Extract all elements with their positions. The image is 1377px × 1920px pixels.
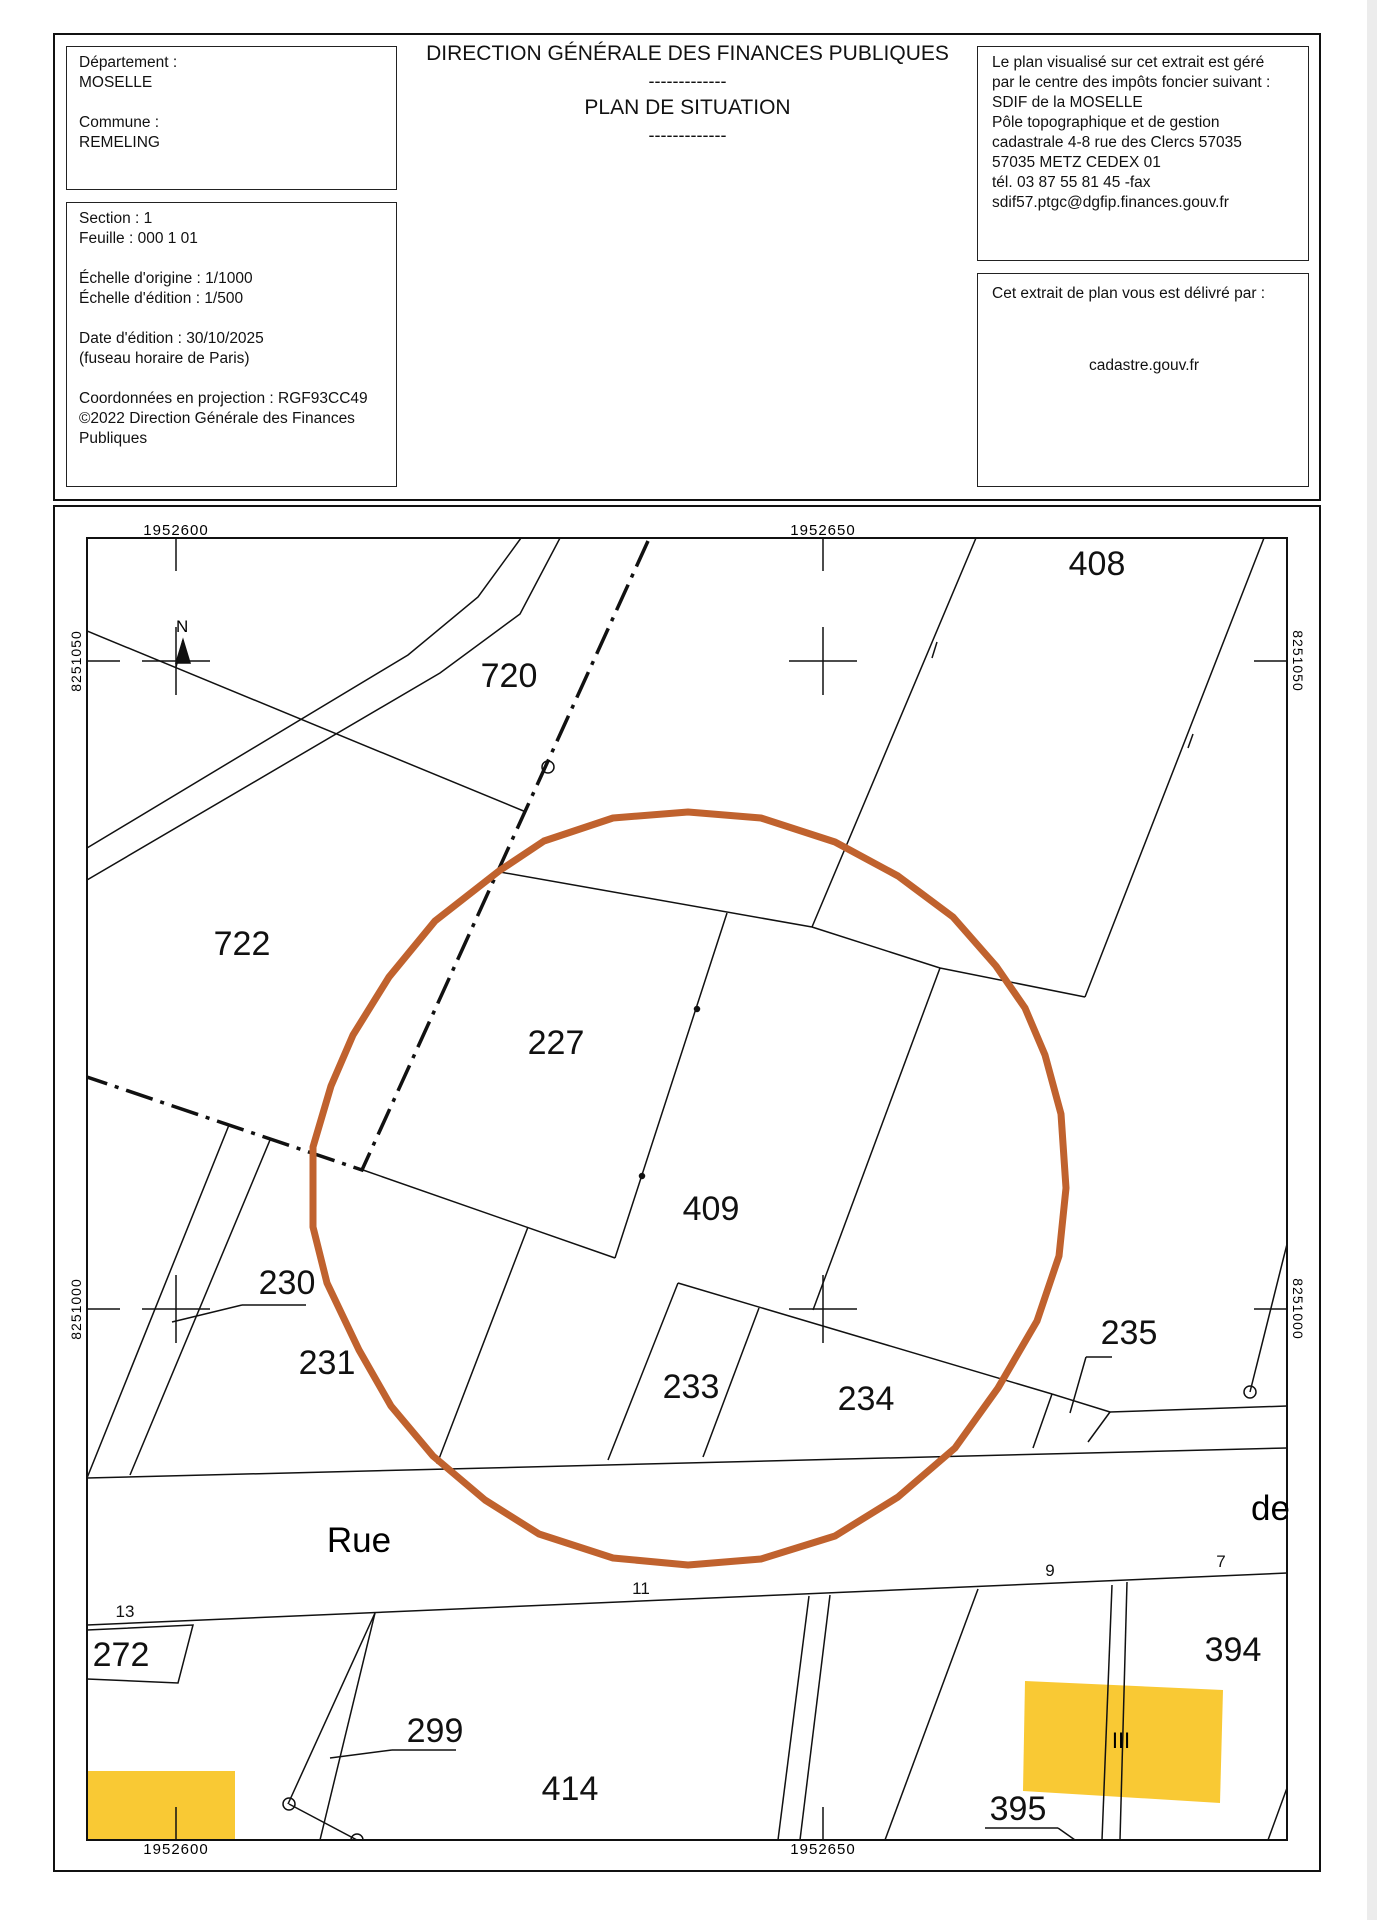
map-inner-frame: [87, 538, 1287, 1840]
parcel-414[interactable]: 414: [541, 1770, 599, 1808]
commune-label: Commune :: [79, 114, 160, 131]
coord-y-right-top: 8251050: [1290, 630, 1306, 692]
coord-x-bottom-left: 1952600: [143, 1841, 209, 1858]
parcel-line: [320, 1613, 375, 1840]
parcel-233[interactable]: 233: [662, 1368, 720, 1406]
parcel-line: [289, 1804, 357, 1840]
parcel-line: [1250, 1244, 1287, 1392]
parcel-line: [1070, 1357, 1086, 1413]
parcel-line: [1110, 1406, 1287, 1412]
parcel-394[interactable]: 394: [1204, 1631, 1262, 1669]
parcel-408[interactable]: 408: [1068, 545, 1126, 583]
tax-center-line-7: tél. 03 87 55 81 45 -fax: [992, 174, 1151, 191]
parcel-line: [87, 1125, 229, 1478]
tax-center-line-4: Pôle topographique et de gestion: [992, 114, 1220, 131]
commune-value: REMELING: [79, 134, 160, 151]
coord-x-top-right: 1952650: [790, 522, 856, 539]
label-leader: [172, 1305, 242, 1322]
road-edge-north: [87, 1448, 1287, 1478]
coord-x-top-left: 1952600: [143, 522, 209, 539]
parcel-line: [1052, 1394, 1110, 1412]
parcel-line: [288, 1613, 375, 1804]
grid-cross: [142, 1275, 210, 1343]
label-leader: [330, 1750, 392, 1758]
issuer-label: Cet extrait de plan vous est délivré par :: [992, 285, 1266, 302]
tick-mark: [1188, 734, 1193, 748]
parcel-272[interactable]: 272: [92, 1636, 150, 1674]
label-leader: [1058, 1828, 1075, 1840]
parcel-line: [500, 872, 812, 927]
north-arrow-icon: [176, 640, 190, 667]
copyright-text-2: Publiques: [79, 430, 148, 447]
parcel-722[interactable]: 722: [213, 925, 271, 963]
tax-center-line-2: par le centre des impôts foncier suivant :: [992, 74, 1271, 91]
coord-y-right-bottom: 8251000: [1290, 1278, 1306, 1340]
house-number-11: 11: [632, 1579, 650, 1598]
coord-y-left-bottom: 8251000: [68, 1278, 84, 1340]
parcel-line: [363, 1170, 615, 1258]
parcel-line: [813, 968, 940, 1310]
house-number-7: 7: [1216, 1552, 1226, 1571]
parcel-line: [812, 927, 940, 968]
feuille-text: Feuille : 000 1 01: [79, 230, 198, 247]
parcel-line: [812, 538, 976, 927]
parcel-231[interactable]: 231: [298, 1344, 356, 1382]
street-name-word-2: de: [1251, 1489, 1290, 1528]
tax-center-email[interactable]: sdif57.ptgc@dgfip.finances.gouv.fr: [992, 194, 1229, 211]
parcel-line: [1268, 1788, 1287, 1840]
road-edge-south: [87, 1573, 1287, 1625]
house-number-9: 9: [1045, 1561, 1055, 1580]
scale-origin-text: Échelle d'origine : 1/1000: [79, 270, 253, 287]
building-left: [87, 1771, 235, 1841]
path-line-upper: [87, 538, 521, 848]
survey-point: [640, 1174, 645, 1179]
parcel-299[interactable]: 299: [406, 1712, 464, 1750]
street-name-word-1: Rue: [326, 1521, 392, 1560]
commune-boundary: [87, 541, 648, 1170]
scale-edition-text: Échelle d'édition : 1/500: [79, 290, 244, 307]
department-value: MOSELLE: [79, 74, 153, 91]
coord-y-left-top: 8251050: [68, 630, 84, 692]
title-separator-1: -------------: [648, 71, 727, 91]
grid-cross: [789, 627, 857, 695]
house-number-13: 13: [115, 1602, 135, 1621]
building-mark: III: [1111, 1728, 1131, 1753]
parcel-227[interactable]: 227: [527, 1024, 585, 1062]
title-separator-2: -------------: [648, 125, 727, 145]
page-title: DIRECTION GÉNÉRALE DES FINANCES PUBLIQUES: [426, 42, 949, 65]
location-circle: [313, 812, 1066, 1565]
page-subtitle: PLAN DE SITUATION: [584, 96, 791, 119]
path-line-lower: [87, 538, 560, 880]
parcel-395[interactable]: 395: [989, 1790, 1047, 1828]
survey-point: [695, 1007, 700, 1012]
parcel-line: [678, 1283, 1052, 1394]
tax-center-line-1: Le plan visualisé sur cet extrait est géré: [992, 54, 1265, 71]
parcel-720[interactable]: 720: [480, 657, 538, 695]
department-label: Département :: [79, 54, 178, 71]
copyright-text-1: ©2022 Direction Générale des Finances: [79, 410, 355, 427]
tax-center-line-6: 57035 METZ CEDEX 01: [992, 154, 1161, 171]
parcel-line: [885, 1589, 978, 1840]
parcel-line: [1085, 538, 1264, 997]
section-text: Section : 1: [79, 210, 153, 227]
parcel-230[interactable]: 230: [258, 1264, 316, 1302]
coord-x-bottom-right: 1952650: [790, 1841, 856, 1858]
tick-mark: [932, 642, 937, 658]
parcel-235[interactable]: 235: [1100, 1314, 1158, 1352]
issuer-site[interactable]: cadastre.gouv.fr: [1089, 357, 1199, 374]
parcel-line: [130, 1140, 270, 1475]
parcel-234[interactable]: 234: [837, 1380, 895, 1418]
timezone-text: (fuseau horaire de Paris): [79, 350, 250, 367]
tax-center-line-3: SDIF de la MOSELLE: [992, 94, 1143, 111]
parcel-line: [1033, 1394, 1052, 1448]
north-label: N: [176, 617, 189, 636]
edge-ticks: [87, 538, 1287, 1840]
parcel-409[interactable]: 409: [682, 1190, 740, 1228]
parcel-line: [437, 1227, 528, 1464]
edition-date-text: Date d'édition : 30/10/2025: [79, 330, 264, 347]
parcel-line: [1088, 1412, 1110, 1442]
tax-center-line-5: cadastrale 4-8 rue des Clercs 57035: [992, 134, 1242, 151]
projection-text: Coordonnées en projection : RGF93CC49: [79, 390, 368, 407]
